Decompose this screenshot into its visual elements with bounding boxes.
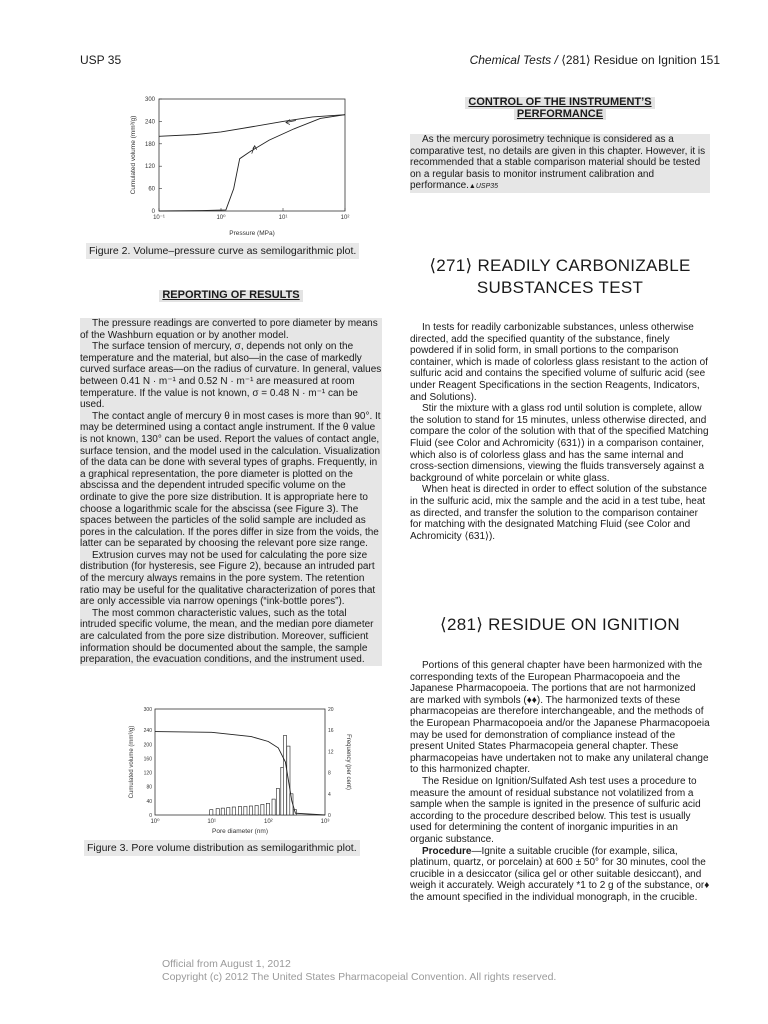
paragraph xyxy=(410,846,710,904)
fig2-ytick-label: 120 xyxy=(144,164,155,171)
paragraph: Extrusion curves may not be used for calculating the pore size distribution (for hysteresis, see Figure 2), because an intruded part of the mercury always remains in the pore system. The retention ratio may be useful for the qualitative characterization of pores that are only accessible via narrow openings (“ink-bottle pores”). xyxy=(80,549,376,608)
fig3-y2tick-label: 4 xyxy=(328,791,331,798)
fig3-ytick-label: 80 xyxy=(146,784,152,791)
procedure-label: Procedure xyxy=(422,845,472,857)
running-header-right xyxy=(470,53,720,67)
control-paragraph: As the mercury porosimetry technique is considered as a comparative test, no details are given in this chapter. However, it is recommended that a stable comparison material should be tested on a regular basis to monitor instrument calibration and performance. xyxy=(410,134,706,192)
fig3-bar xyxy=(221,808,224,815)
fig2-xtick-label: 10⁻¹ xyxy=(153,215,165,221)
header-chapter-label: Chemical Tests / xyxy=(469,53,562,67)
reporting-heading-wrap xyxy=(80,290,382,302)
paragraph: The contact angle of mercury θ in most cases is more than 90°. It may be determined using a contact angle instrument. If the θ value is not known, 130° can be used. Report the values of contact angle, surface tension, and the model used in the calculation. Visualization of the data can be done with several types of graphs. Frequently, in a graphical representation, the pore diameter is plotted on the abscissa and the dependent intruded specific volume on the ordinate to give the pore size distribution. It is appropriate here to choose a logarithmic scale for the abscissa (see Figure 3). The spaces between the particles of the solid sample are included as pores in the calculation. If the pores differ in size from the voids, the latter can be separated by choosing the relevant pore size range. xyxy=(80,410,381,550)
s271-title-line1: ⟨271⟩ READILY CARBONIZABLE xyxy=(429,256,691,275)
fig3-xlabel: Pore diameter (nm) xyxy=(212,828,268,835)
reporting-results-body xyxy=(80,318,382,666)
fig3-bar xyxy=(238,807,241,816)
fig3-bar xyxy=(210,810,213,815)
fig3-ytick-label: 240 xyxy=(143,728,152,735)
paragraph: When heat is directed in order to effect solution of the substance in the sulfuric acid, mix the sample and the acid in a test tube, heat as directed, and transfer the solution to the comparison container for matching with the designated Matching Fluid (see Color and Achromicity ⟨631⟩). xyxy=(410,484,707,542)
running-header-left: USP 35 xyxy=(80,53,122,67)
s271-title xyxy=(410,255,710,299)
figure-3-chart xyxy=(125,705,355,837)
fig2-ytick-label: 0 xyxy=(151,209,155,215)
paragraph: The pressure readings are converted to pore diameter by means of the Washburn equation or by another model. xyxy=(80,318,378,341)
paragraph: In tests for readily carbonizable substances, unless otherwise directed, add the specified quantity of the substance, finely powdered if in solid form, in small portions to the comparison container, which is made of colorless glass resistant to the action of sulfuric acid and contains the specified volume of sulfuric acid (see under Reagent Specifications in the section Reagents, Indicators, and Solutions). xyxy=(410,322,708,403)
s281-title: ⟨281⟩ RESIDUE ON IGNITION xyxy=(440,615,680,634)
usp35-tag: ▲USP35 xyxy=(468,183,499,191)
paragraph: Portions of this general chapter have been harmonized with the corresponding texts of the European Pharmacopoeia and the Japanese Pharmacopoeia. The portions that are not harmonized are marked with symbols (♦♦). The harmonized texts of these pharmacopeias are therefore interchangeable, and the methods of the European Pharmacopoeia and/or the Japanese Pharmacopoeia may be used for demonstration of compliance instead of the present United States Pharmacopeia general chapter. These pharmacopeias have undertaken not to make any unilateral change to this harmonized chapter. xyxy=(410,660,710,776)
fig3-ylabel: Cumulated volume (mm³/g) xyxy=(129,725,135,799)
figure-3-caption: Figure 3. Pore volume distribution as semilogarithmic plot. xyxy=(84,840,360,856)
fig3-y2tick-label: 12 xyxy=(328,749,334,756)
fig3-bar xyxy=(261,804,264,815)
fig3-bar xyxy=(276,789,279,816)
fig3-bar xyxy=(216,809,219,815)
fig3-bar xyxy=(249,806,252,815)
fig3-plot-frame xyxy=(155,709,325,815)
fig3-bar xyxy=(255,806,258,816)
figure-2-chart xyxy=(125,93,355,240)
figure-2-caption: Figure 2. Volume–pressure curve as semilogarithmic plot. xyxy=(86,243,359,259)
fig3-y2tick-label: 0 xyxy=(328,813,331,819)
fig2-plot-frame xyxy=(159,99,345,211)
control-body xyxy=(410,134,710,193)
fig3-bar xyxy=(227,808,230,815)
fig2-ytick-label: 180 xyxy=(144,141,155,148)
figure-2 xyxy=(125,93,355,240)
fig3-ytick-label: 160 xyxy=(143,756,152,763)
fig3-ytick-label: 300 xyxy=(143,707,152,713)
fig3-bar xyxy=(232,807,235,815)
fig2-xtick-label: 10⁰ xyxy=(216,215,226,221)
control-heading-line2: PERFORMANCE xyxy=(514,109,606,121)
fig3-y2tick-label: 16 xyxy=(328,728,334,735)
figure-3 xyxy=(125,705,355,837)
control-heading xyxy=(410,97,710,120)
fig3-y2tick-label: 8 xyxy=(328,770,331,777)
fig3-xtick-label: 10³ xyxy=(320,819,330,825)
paragraph: The surface tension of mercury, σ, depends not only on the temperature and the material, but also—in the case of markedly curved surface areas—on the radius of curvature. In general, values between 0.41 N · m⁻¹ and 0.52 N · m⁻¹ are measured at room temperature. If the value is not known, σ = 0.48 N · m⁻¹ can be used. xyxy=(80,341,382,411)
fig3-xtick-label: 10¹ xyxy=(207,819,217,825)
fig2-ytick-label: 300 xyxy=(144,97,155,103)
s271-body xyxy=(410,322,710,542)
footer-official-date: Official from August 1, 2012 xyxy=(162,958,291,970)
fig2-ylabel: Cumulated volume (mm³/g) xyxy=(130,115,137,195)
fig3-bar xyxy=(266,803,269,815)
fig3-ytick-label: 0 xyxy=(149,813,152,819)
paragraph: The most common characteristic values, such as the total intruded specific volume, the mean, and the median pore diameter are calculated from the pore size distribution. Moreover, sufficient information should be documented about the sample, the sample preparation, the evacuation conditions, and the instrument used. xyxy=(80,607,374,666)
fig2-xlabel: Pressure (MPa) xyxy=(229,230,275,237)
footer-copyright: Copyright (c) 2012 The United States Pharmacopeial Convention. All rights reserved. xyxy=(162,971,557,983)
paragraph: The Residue on Ignition/Sulfated Ash test uses a procedure to measure the amount of residual substance not volatilized from a sample when the sample is ignited in the presence of sulfuric acid according to the procedure described below. This test is usually used for determining the content of inorganic impurities in an organic substance. xyxy=(410,775,701,845)
fig3-ytick-label: 120 xyxy=(143,770,152,777)
fig2-xtick-label: 10² xyxy=(340,215,350,221)
fig3-xtick-label: 10² xyxy=(263,819,273,825)
paragraph xyxy=(410,134,710,193)
s281-body xyxy=(410,660,710,903)
fig3-bar xyxy=(244,807,247,816)
fig3-y2tick-label: 20 xyxy=(328,707,334,713)
fig3-bar xyxy=(272,799,275,815)
fig3-xtick-label: 10⁰ xyxy=(150,819,160,825)
header-section-page: ⟨281⟩ Residue on Ignition 151 xyxy=(561,53,720,67)
fig2-xtick-label: 10¹ xyxy=(278,215,288,221)
s271-title-line2: SUBSTANCES TEST xyxy=(476,278,644,297)
reporting-results-heading: REPORTING OF RESULTS xyxy=(159,290,302,302)
fig3-ylabel2: Frequency (per cent) xyxy=(345,734,351,790)
procedure-text: —Ignite a suitable crucible (for example, silica, platinum, quartz, or porcelain) at 600 ± 50° for 30 minutes, cool the crucible in a desiccator (silica gel or other suitable desiccant), and weigh it accurately. Weigh accurately *1 to 2 g of the substance, or♦ the amount specified in the individual monograph, in the crucible. xyxy=(410,845,710,903)
fig3-ytick-label: 40 xyxy=(146,798,152,805)
paragraph: Stir the mixture with a glass rod until solution is complete, allow the solution to stand for 15 minutes, unless otherwise directed, and compare the color of the solution with that of the specified Matching Fluid (see Color and Achromicity ⟨631⟩) in a comparison container, which also is of colorless glass and has the same internal and cross-section dimensions, viewing the fluids transversely against a background of white porcelain or white glass. xyxy=(410,403,709,484)
control-heading-line1: CONTROL OF THE INSTRUMENT’S xyxy=(465,97,654,109)
fig2-ytick-label: 240 xyxy=(144,119,155,126)
fig3-bar xyxy=(283,736,286,816)
fig2-ytick-label: 60 xyxy=(148,186,155,193)
fig3-ytick-label: 200 xyxy=(143,742,152,749)
